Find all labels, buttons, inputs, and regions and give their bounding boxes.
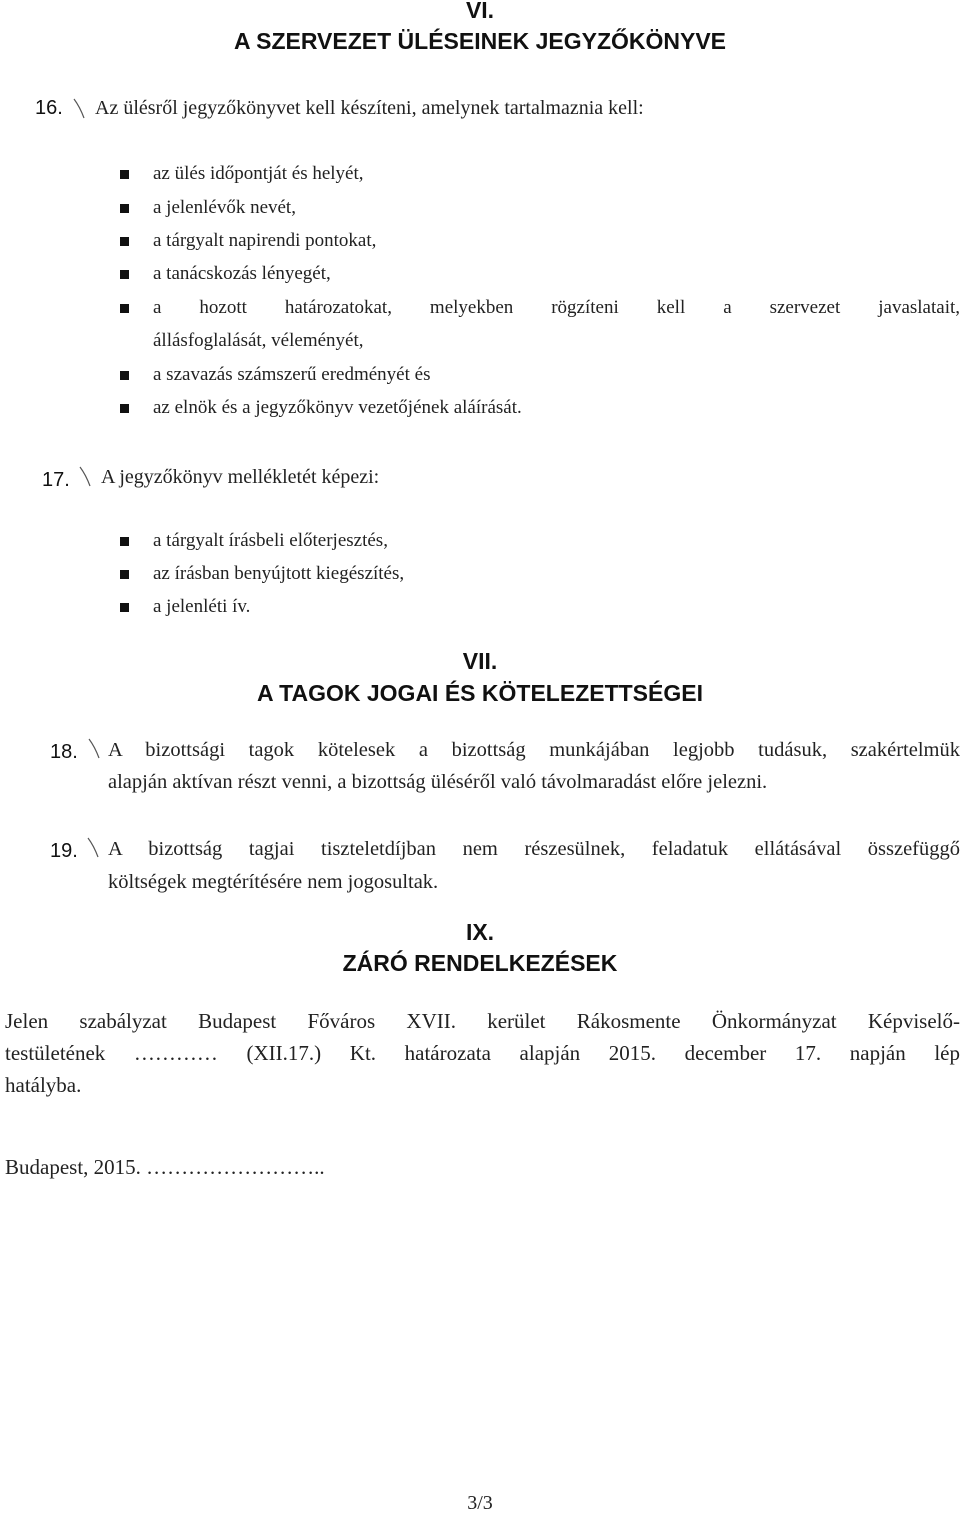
list-item: az ülés időpontját és helyét,	[153, 163, 364, 184]
closing-line: Jelen szabályzat Budapest Főváros XVII. kerület Rákosmente Önkormányzat Képviselő-	[5, 1009, 960, 1033]
list-bullet	[120, 237, 129, 246]
list-item: a hozott határozatokat, melyekben rögzíteni kell a szervezet javaslatait,	[153, 297, 960, 318]
section-ix-numeral: IX.	[465, 919, 495, 945]
list-bullet	[120, 404, 129, 413]
list-item: a szavazás számszerű eredményét és	[153, 364, 431, 385]
paragraph-mark-icon	[87, 738, 101, 758]
paragraph-18-line: A bizottsági tagok kötelesek a bizottság munkájában legjobb tudásuk, szakértelmük	[108, 739, 960, 761]
paragraph-18-line: alapján aktívan részt venni, a bizottság üléséről való távolmaradást előre jelezni.	[108, 771, 768, 793]
list-item: a jelenléti ív.	[153, 596, 251, 617]
list-bullet	[120, 603, 129, 612]
section-vii-title: A TAGOK JOGAI ÉS KÖTELEZETTSÉGEI	[257, 680, 703, 706]
list-item: az írásban benyújtott kiegészítés,	[153, 563, 405, 584]
closing-line: hatályba.	[5, 1073, 82, 1097]
paragraph-17-intro: A jegyzőkönyv mellékletét képezi:	[101, 466, 380, 488]
section-vi-title: A SZERVEZET ÜLÉSEINEK JEGYZŐKÖNYVE	[233, 28, 727, 54]
paragraph-17-number: 17.	[42, 469, 70, 491]
list-bullet	[120, 270, 129, 279]
section-vi-numeral: VI.	[465, 0, 495, 23]
list-item: a tárgyalt napirendi pontokat,	[153, 230, 377, 251]
closing-line: testületének ………… (XII.17.) Kt. határozata alapján 2015. december 17. napján lép	[5, 1041, 960, 1065]
list-item: a tárgyalt írásbeli előterjesztés,	[153, 530, 388, 551]
paragraph-16-intro: Az ülésről jegyzőkönyvet kell készíteni, amelynek tartalmaznia kell:	[95, 97, 644, 119]
section-ix-title: ZÁRÓ RENDELKEZÉSEK	[342, 950, 618, 976]
paragraph-mark-icon	[86, 837, 100, 857]
paragraph-mark-icon	[72, 98, 86, 118]
paragraph-mark-icon	[78, 466, 92, 486]
date-line: Budapest, 2015. ……………………..	[5, 1155, 325, 1179]
paragraph-19-line: A bizottság tagjai tiszteletdíjban nem részesülnek, feladatuk ellátásával összefüggő	[108, 838, 960, 860]
list-bullet	[120, 371, 129, 380]
paragraph-19-number: 19.	[50, 840, 78, 862]
list-item: a tanácskozás lényegét,	[153, 263, 331, 284]
list-bullet	[120, 170, 129, 179]
page-number: 3/3	[467, 1492, 493, 1514]
list-item-continuation: állásfoglalását, véleményét,	[153, 330, 364, 351]
section-vii-numeral: VII.	[462, 648, 498, 674]
paragraph-19-line: költségek megtérítésére nem jogosultak.	[108, 871, 439, 893]
list-item: a jelenlévők nevét,	[153, 197, 296, 218]
list-bullet	[120, 537, 129, 546]
list-bullet	[120, 304, 129, 313]
list-bullet	[120, 570, 129, 579]
list-item: az elnök és a jegyzőkönyv vezetőjének aláírását.	[153, 397, 522, 418]
paragraph-18-number: 18.	[50, 741, 78, 763]
list-bullet	[120, 204, 129, 213]
paragraph-16-number: 16.	[35, 97, 63, 119]
